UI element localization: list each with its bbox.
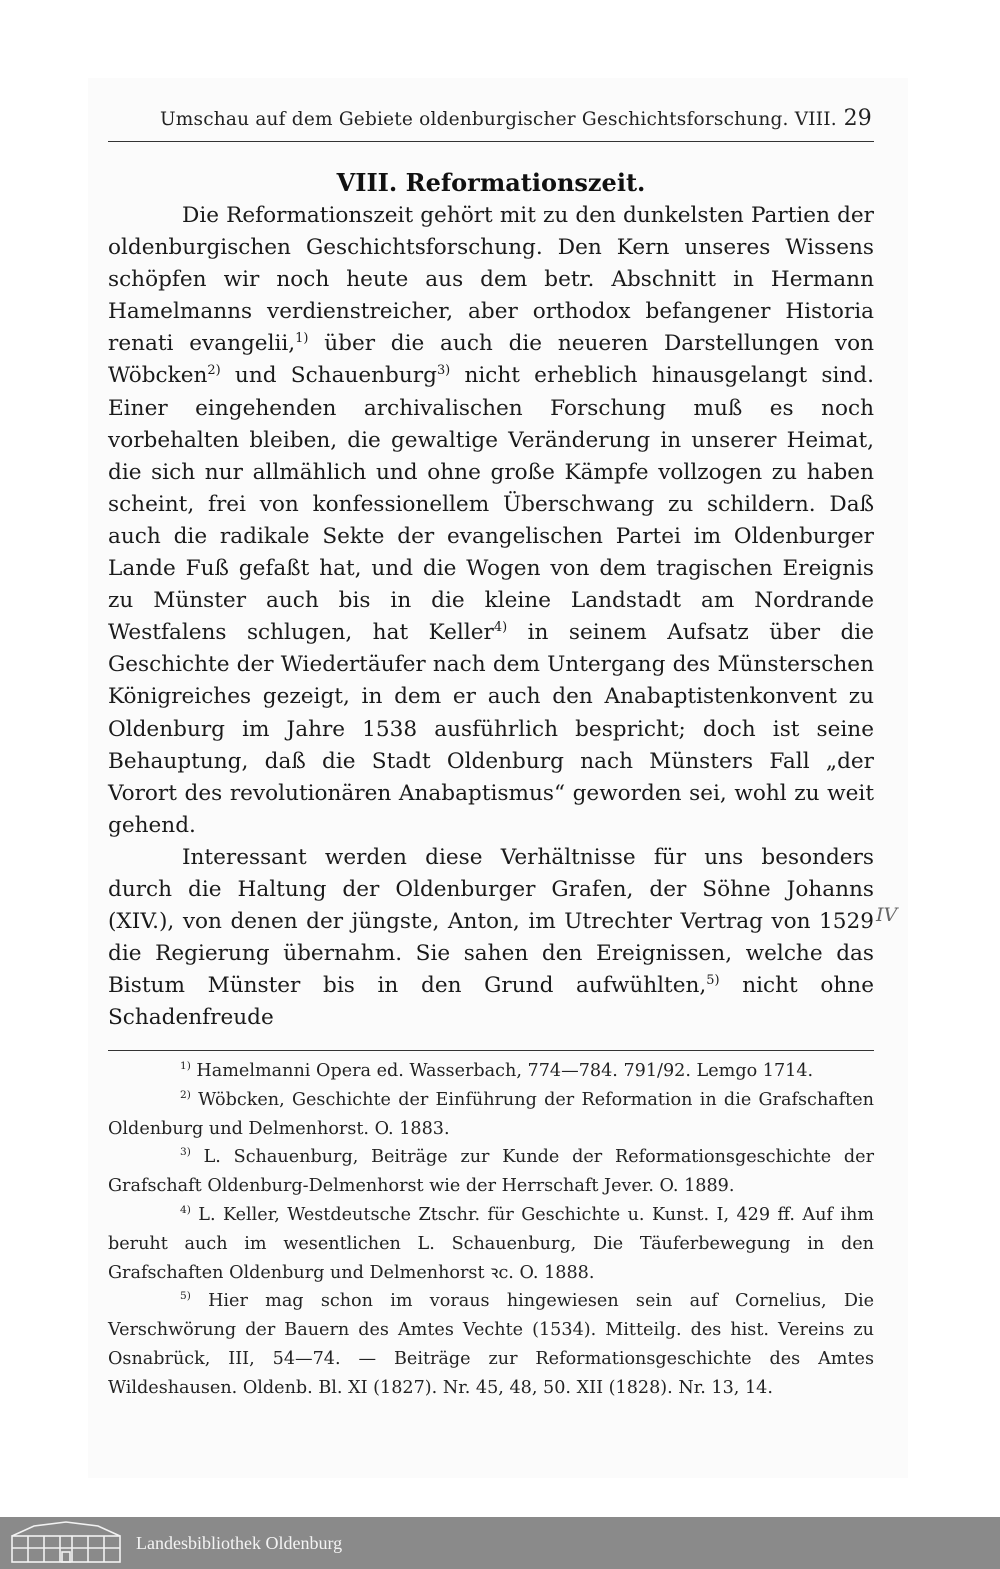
footnote-3 xyxy=(108,1143,874,1201)
footnote-text: L. Schauenburg, Beiträge zur Kunde der Reformationsgeschichte der Grafschaft Oldenburg-Delmenhorst wie der Herrschaft Jever. O. 1889. xyxy=(108,1147,874,1197)
footer-bar xyxy=(0,1517,1000,1569)
body-text xyxy=(108,200,874,1034)
chapter-heading: VIII. Reformationszeit. xyxy=(336,168,646,197)
paragraph-1 xyxy=(108,200,874,842)
footnote-1 xyxy=(108,1057,874,1086)
footnotes xyxy=(108,1057,874,1403)
footnote-marker: 2) xyxy=(180,1088,191,1101)
text-run: nicht erheblich hinausgelangt sind. Einer eingehenden archivalischen Forschung muß es noch vorbehalten bleiben, die gewaltige Veränderung in unserer Heimat, die sich nur allmählich und ohne große Kämpfe vollzogen zu haben scheint, frei von konfessionellem Überschwang zu schildern. Daß auch die radikale Sekte der evangelischen Partei im Oldenburger Lande Fuß gefaßt hat, und die Wogen von dem tragischen Ereignis zu Münster auch bis in die kleine Landstadt am Nordrande Westfalens schlugen, hat Keller xyxy=(108,363,874,646)
text-run: in seinem Aufsatz über die Geschichte der Wiedertäufer nach dem Untergang des Münsterschen Königreiches gezeigt, in dem er auch den Anabaptistenkonvent zu Oldenburg im Jahre 1538 ausführlich bespricht; doch ist seine Behauptung, daß die Stadt Oldenburg nach Münsters Fall „der Vorort des revolutionären Anabaptismus“ geworden sei, wohl zu weit gehend. xyxy=(108,620,874,838)
footnote-ref: 3) xyxy=(436,363,451,379)
footnote-ref: 5) xyxy=(706,973,720,989)
footnote-text: Wöbcken, Geschichte der Einführung der Reformation in die Grafschaften Oldenburg und Delmenhorst. O. 1883. xyxy=(108,1089,874,1139)
footnote-rule xyxy=(108,1050,874,1051)
footnote-4 xyxy=(108,1201,874,1287)
handwritten-margin-note: IV xyxy=(876,904,898,926)
running-head xyxy=(160,106,872,131)
running-title: Umschau auf dem Gebiete oldenburgischer Geschichtsforschung. VIII. xyxy=(160,109,837,130)
footnote-marker: 1) xyxy=(180,1060,191,1073)
footnote-5 xyxy=(108,1287,874,1402)
text-run: über die auch die neueren Darstellungen von Wöbcken xyxy=(108,331,874,389)
footnote-2 xyxy=(108,1086,874,1144)
paragraph-2 xyxy=(108,842,874,1035)
footnote-marker: 5) xyxy=(180,1290,191,1303)
text-run: Interessant werden diese Verhältnisse für uns besonders durch die Haltung der Oldenburger Grafen, der Söhne Johanns (XIV.), von denen der jüngste, Anton, im Utrechter Vertrag von 1529 die Regierung übernahm. Sie sahen den Ereignissen, welche das Bistum Münster bis in den Grund aufwühlten, xyxy=(108,844,874,999)
footnote-ref: 2) xyxy=(207,363,221,379)
footnote-text: Hier mag schon im voraus hingewiesen sein auf Cornelius, Die Verschwörung der Bauern des Amtes Vechte (1534). Mitteilg. des hist. Vereins zu Osnabrück, III, 54—74. — Beiträge zur Reformationsgeschichte des Amtes Wildeshausen. Oldenb. Bl. XI (1827). Nr. 45, 48, 50. XII (1828). Nr. 13, 14. xyxy=(108,1291,874,1398)
footnote-marker: 4) xyxy=(180,1204,191,1217)
footnote-text: Hamelmanni Opera ed. Wasserbach, 774—784. 791/92. Lemgo 1714. xyxy=(190,1061,814,1081)
footnote-ref: 1) xyxy=(295,331,309,347)
text-run: nicht ohne Schadenfreude xyxy=(108,973,874,1031)
library-building-icon xyxy=(4,1520,128,1566)
text-run: und Schauenburg xyxy=(220,363,437,389)
header-rule xyxy=(108,141,874,142)
page-number: 29 xyxy=(843,106,872,131)
footnote-text: L. Keller, Westdeutsche Ztschr. für Geschichte u. Kunst. I, 429 ff. Auf ihm beruht auch im wesentlichen L. Schauenburg, Die Täuferbewegung in den Grafschaften Oldenburg und Delmenhorst ꝛc. O. 1888. xyxy=(108,1204,874,1283)
footnote-marker: 3) xyxy=(180,1146,191,1159)
footnote-ref: 4) xyxy=(493,620,508,636)
text-run: Die Reformationszeit gehört mit zu den dunkelsten Partien der oldenburgischen Geschichtsforschung. Den Kern unseres Wissens schöpfen wir noch heute aus dem betr. Abschnitt in Hermann Hamelmanns verdienstreicher, aber orthodox befangener Historia renati evangelii, xyxy=(108,203,874,357)
library-name: Landesbibliothek Oldenburg xyxy=(136,1532,343,1553)
